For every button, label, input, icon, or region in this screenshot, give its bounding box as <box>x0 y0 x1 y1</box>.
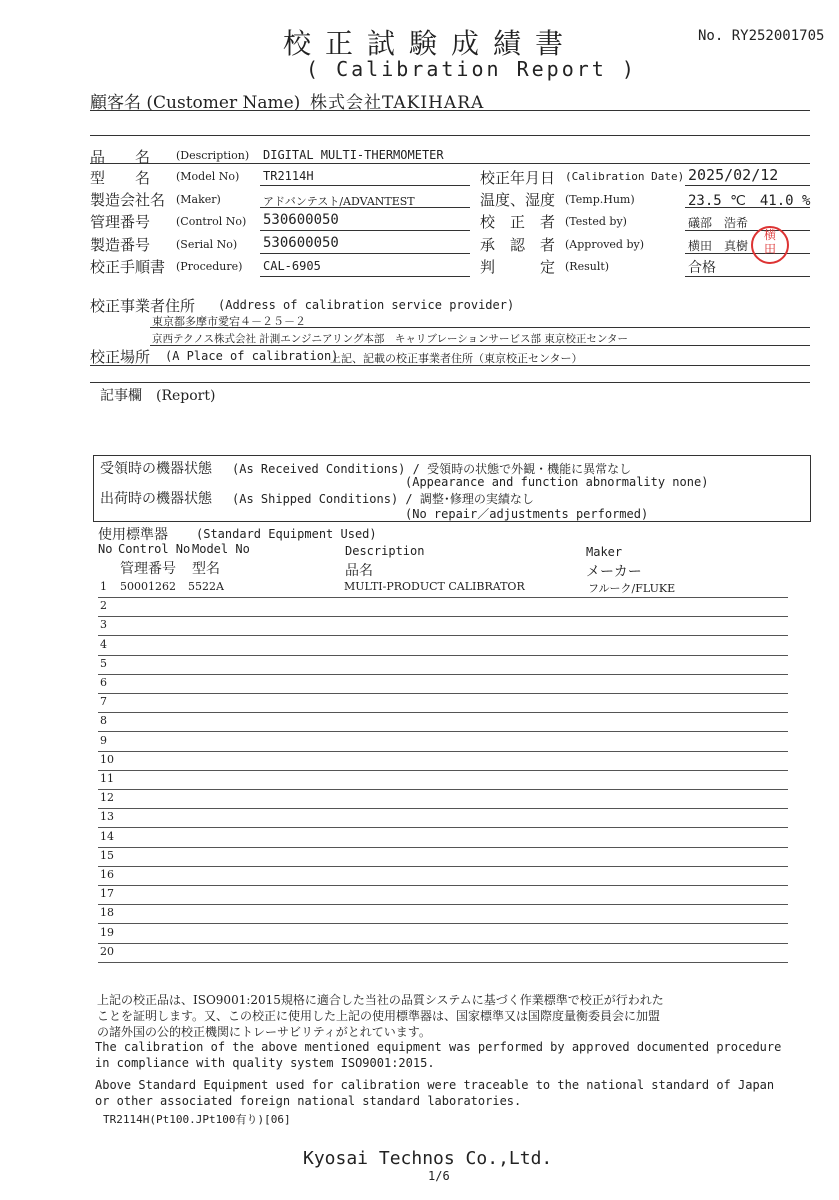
divider <box>260 253 470 254</box>
table-row <box>98 885 788 905</box>
received-label: 受領時の機器状態 <box>100 461 212 477</box>
cell-no: 15 <box>100 848 114 862</box>
cell-no: 13 <box>100 810 114 824</box>
cell-no: 4 <box>100 637 107 651</box>
field-value: アドバンテスト/ADVANTEST <box>263 195 415 208</box>
place-label: 校正場所 <box>90 348 151 366</box>
field-label-en: (Control No) <box>176 215 247 228</box>
field-label: 判 定 <box>480 258 556 276</box>
table-row <box>98 712 788 732</box>
field-value: DIGITAL MULTI-THERMOMETER <box>263 148 444 162</box>
statement-jp: ことを証明します。又、この校正に使用した上記の使用標準器は、国家標準又は国際度量衡委員会に加盟 <box>97 1009 661 1023</box>
place-value: 上記、記載の校正事業者住所（東京校正センター） <box>330 352 583 365</box>
header-no: No <box>98 542 113 556</box>
divider <box>685 253 810 254</box>
field-label-en: (Serial No) <box>176 238 238 251</box>
field-label-en: (Maker) <box>176 193 221 206</box>
header-description: Description <box>345 544 425 558</box>
cell-no: 8 <box>100 714 107 728</box>
field-label-en: (Tested by) <box>565 215 627 228</box>
field-label-en: (Temp.Hum) <box>565 193 635 206</box>
table-row <box>98 808 788 828</box>
cell-no: 6 <box>100 676 107 689</box>
page-number: 1/6 <box>428 1169 450 1183</box>
field-label-en: (Calibration Date) <box>565 170 685 183</box>
cell-no: 10 <box>100 752 114 766</box>
place-label-en: (A Place of calibration) <box>165 349 339 363</box>
divider <box>90 163 810 164</box>
shipped-text-en: (No repair／adjustments performed) <box>405 507 649 521</box>
report-title: 校正試験成績書 <box>283 27 578 60</box>
report-subtitle: ( Calibration Report ) <box>306 57 637 81</box>
divider <box>685 185 810 186</box>
cell-no: 3 <box>100 618 107 632</box>
cell-no: 17 <box>100 887 114 901</box>
table-row <box>98 924 788 944</box>
table-row <box>98 636 788 656</box>
cell-control: 50001262 <box>120 580 176 593</box>
cell-no: 9 <box>100 733 107 747</box>
table-row <box>98 616 788 636</box>
cell-no: 20 <box>100 944 114 958</box>
table-row <box>98 693 788 713</box>
divider <box>90 382 810 383</box>
field-label-en: (Description) <box>176 149 250 162</box>
equipment-title-en: (Standard Equipment Used) <box>196 527 377 541</box>
divider <box>150 345 810 346</box>
divider <box>685 230 810 231</box>
provider-address: 東京都多摩市愛宕４－２５－２ <box>152 315 306 328</box>
field-label: 型 名 <box>90 169 151 187</box>
equipment-title: 使用標準器 <box>98 527 168 543</box>
header-maker: Maker <box>586 545 623 559</box>
provider-label: 校正事業者住所 <box>90 297 196 315</box>
field-label-en: (Result) <box>565 260 610 273</box>
table-row <box>98 866 788 886</box>
field-label: 管理番号 <box>90 213 151 231</box>
statement-jp: の諸外国の公的校正機関にトレーサビリティがとれています。 <box>97 1025 431 1039</box>
customer-name: 株式会社TAKIHARA <box>310 93 485 113</box>
header-control-jp: 管理番号 <box>120 561 176 577</box>
cell-no: 1 <box>100 580 107 593</box>
statement-ref: TR2114H(Pt100.JPt100有り)[06] <box>103 1113 291 1126</box>
field-label-en: (Procedure) <box>176 260 243 273</box>
approval-stamp <box>751 226 789 264</box>
cell-no: 5 <box>100 656 107 670</box>
field-value: 23.5 ℃ 41.0 % <box>688 193 811 209</box>
statement-en: The calibration of the above mentioned equipment was performed by approved documented procedure <box>95 1040 782 1054</box>
table-row <box>98 789 788 809</box>
field-label-en: (Approved by) <box>565 238 645 251</box>
field-value: TR2114H <box>263 169 314 183</box>
field-label: 製造番号 <box>90 236 151 254</box>
header-control: Control No <box>118 542 191 556</box>
field-label: 校正手順書 <box>90 258 166 276</box>
table-row <box>98 904 788 924</box>
divider <box>685 207 810 208</box>
table-row <box>98 674 788 694</box>
table-row <box>98 943 788 963</box>
field-value: 礒部 浩希 <box>688 216 749 230</box>
table-row <box>98 597 788 617</box>
stamp-text: 田 <box>763 242 776 256</box>
header-maker-jp: メーカー <box>586 564 642 580</box>
cell-no: 18 <box>100 906 114 920</box>
cell-description: MULTI-PRODUCT CALIBRATOR <box>344 580 525 593</box>
table-row <box>98 578 788 598</box>
table-row <box>98 828 788 848</box>
stamp-text: 横 <box>763 228 776 242</box>
table-row <box>98 847 788 867</box>
divider <box>260 230 470 231</box>
header-description-jp: 品名 <box>345 563 373 579</box>
cell-no: 19 <box>100 925 114 939</box>
field-label: 校 正 者 <box>480 213 556 231</box>
cell-no: 12 <box>100 791 114 805</box>
report-label: 記事欄 (Report) <box>100 388 216 404</box>
field-label: 校正年月日 <box>480 169 556 187</box>
cell-model: 5522A <box>188 580 224 593</box>
table-row <box>98 751 788 771</box>
divider <box>90 365 810 366</box>
shipped-text: (As Shipped Conditions) / 調整･修理の実績なし <box>232 492 534 506</box>
cell-no: 11 <box>100 772 114 785</box>
received-text: (As Received Conditions) / 受領時の状態で外観・機能に異常なし <box>232 462 632 476</box>
field-label: 品 名 <box>90 148 151 166</box>
customer-label: 顧客名 (Customer Name) <box>90 93 301 113</box>
table-row <box>98 655 788 675</box>
footer-company: Kyosai Technos Co.,Ltd. <box>303 1148 553 1169</box>
cell-no: 14 <box>100 829 114 843</box>
field-label: 温度、湿度 <box>480 191 556 209</box>
statement-en: in compliance with quality system ISO9001:2015. <box>95 1056 435 1070</box>
statement-jp: 上記の校正品は、ISO9001:2015規格に適合した当社の品質システムに基づく作業標準で校正が行われた <box>97 993 664 1007</box>
field-value: 合格 <box>688 260 716 276</box>
divider <box>150 327 810 328</box>
statement-en: or other associated foreign national standard laboratories. <box>95 1094 522 1108</box>
cell-no: 7 <box>100 695 107 709</box>
field-label: 製造会社名 <box>90 191 166 209</box>
divider <box>685 276 810 277</box>
table-row <box>98 770 788 790</box>
field-value: 530600050 <box>263 212 339 228</box>
divider <box>90 110 810 111</box>
header-model-jp: 型名 <box>192 561 220 577</box>
field-value: 530600050 <box>263 235 339 251</box>
divider <box>90 135 810 136</box>
field-value: 2025/02/12 <box>688 166 779 184</box>
report-number: No. RY252001705 <box>698 28 825 44</box>
header-model: Model No <box>192 542 250 556</box>
field-label-en: (Model No) <box>176 170 240 183</box>
statement-en: Above Standard Equipment used for calibration were traceable to the national standard of Japan <box>95 1078 775 1092</box>
divider <box>260 276 470 277</box>
field-value: CAL-6905 <box>263 259 321 273</box>
divider <box>260 185 470 186</box>
cell-no: 16 <box>100 868 114 881</box>
provider-label-en: (Address of calibration service provider) <box>218 298 515 312</box>
field-label: 承 認 者 <box>480 236 556 254</box>
cell-maker: フルーク/FLUKE <box>588 582 676 595</box>
received-text-en: (Appearance and function abnormality none) <box>405 475 709 489</box>
provider-company: 京西テクノス株式会社 計測エンジニアリング本部 キャリブレーションサービス部 東京校正センター <box>152 333 628 345</box>
table-row <box>98 732 788 752</box>
field-value: 横田 真樹 <box>688 239 749 253</box>
shipped-label: 出荷時の機器状態 <box>100 491 212 507</box>
cell-no: 2 <box>100 599 107 613</box>
divider <box>260 207 470 208</box>
